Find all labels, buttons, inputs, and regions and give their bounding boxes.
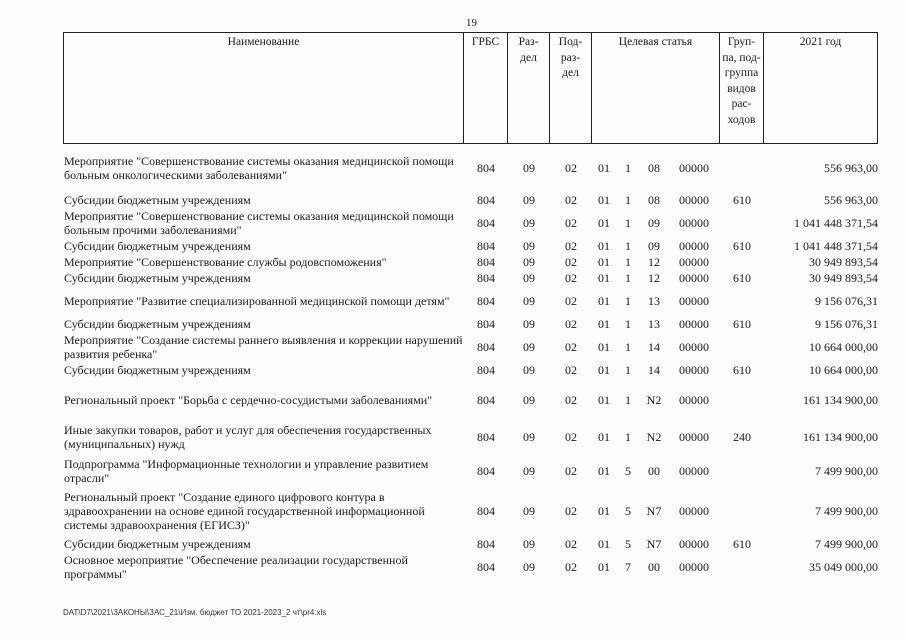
row-name: Подпрограмма "Информационные технологии и управление развитием отрасли" bbox=[64, 457, 429, 485]
row-target-program: 01 bbox=[598, 216, 610, 230]
row-target-direction: 00000 bbox=[679, 271, 709, 285]
row-amount: 30 949 893,54 bbox=[809, 271, 878, 285]
row-target-program: 01 bbox=[598, 430, 610, 444]
row-grbs: 804 bbox=[477, 560, 495, 574]
row-target-subprogram: 1 bbox=[625, 430, 631, 444]
file-path-footer: DAT\D7\2021\ЗАКОНЫ\ЗАС_21\Изм. бюджет ТО 2021-2023_2 чт\pr4.xls bbox=[63, 608, 327, 617]
table-row bbox=[63, 422, 877, 452]
row-razdel: 09 bbox=[523, 161, 535, 175]
row-name: Субсидии бюджетным учреждениям bbox=[64, 271, 251, 285]
row-amount: 7 499 900,00 bbox=[815, 464, 878, 478]
table-row bbox=[63, 192, 877, 208]
header-year: 2021 год bbox=[764, 33, 878, 144]
row-name: Субсидии бюджетным учреждениям bbox=[64, 363, 251, 377]
row-podrazdel: 02 bbox=[565, 193, 577, 207]
row-grbs: 804 bbox=[477, 504, 495, 518]
row-podrazdel: 02 bbox=[565, 317, 577, 331]
row-grbs: 804 bbox=[477, 294, 495, 308]
row-target-program: 01 bbox=[598, 317, 610, 331]
row-podrazdel: 02 bbox=[565, 393, 577, 407]
row-target-program: 01 bbox=[598, 271, 610, 285]
row-podrazdel: 02 bbox=[565, 239, 577, 253]
row-amount: 30 949 893,54 bbox=[809, 255, 878, 269]
row-target-subprogram: 1 bbox=[625, 161, 631, 175]
row-target-event: 13 bbox=[648, 317, 660, 331]
row-expense-group: 240 bbox=[733, 430, 751, 444]
row-razdel: 09 bbox=[523, 393, 535, 407]
row-podrazdel: 02 bbox=[565, 255, 577, 269]
row-grbs: 804 bbox=[477, 239, 495, 253]
row-target-program: 01 bbox=[598, 393, 610, 407]
table-row bbox=[63, 456, 877, 486]
row-name: Субсидии бюджетным учреждениям bbox=[64, 193, 251, 207]
row-podrazdel: 02 bbox=[565, 504, 577, 518]
row-target-program: 01 bbox=[598, 504, 610, 518]
row-expense-group: 610 bbox=[733, 363, 751, 377]
row-razdel: 09 bbox=[523, 255, 535, 269]
row-expense-group: 610 bbox=[733, 317, 751, 331]
row-target-direction: 00000 bbox=[679, 294, 709, 308]
row-grbs: 804 bbox=[477, 193, 495, 207]
row-target-event: N7 bbox=[646, 537, 662, 551]
table-row bbox=[63, 536, 877, 552]
row-target-subprogram: 5 bbox=[625, 537, 631, 551]
row-amount: 7 499 900,00 bbox=[815, 537, 878, 551]
row-target-direction: 00000 bbox=[679, 193, 709, 207]
table-row bbox=[63, 286, 877, 316]
row-target-event: 09 bbox=[648, 239, 660, 253]
row-target-direction: 00000 bbox=[679, 464, 709, 478]
row-grbs: 804 bbox=[477, 216, 495, 230]
row-expense-group: 610 bbox=[733, 271, 751, 285]
row-target-event: 12 bbox=[648, 255, 660, 269]
row-target-subprogram: 1 bbox=[625, 255, 631, 269]
row-target-subprogram: 1 bbox=[625, 216, 631, 230]
row-target-event: N2 bbox=[646, 430, 662, 444]
row-razdel: 09 bbox=[523, 430, 535, 444]
row-target-event: 14 bbox=[648, 340, 660, 354]
row-grbs: 804 bbox=[477, 393, 495, 407]
row-amount: 10 664 000,00 bbox=[809, 340, 878, 354]
row-target-subprogram: 1 bbox=[625, 271, 631, 285]
row-target-subprogram: 5 bbox=[625, 504, 631, 518]
row-podrazdel: 02 bbox=[565, 363, 577, 377]
row-target-program: 01 bbox=[598, 537, 610, 551]
row-target-program: 01 bbox=[598, 560, 610, 574]
header-name: Наименование bbox=[64, 33, 464, 144]
row-target-program: 01 bbox=[598, 340, 610, 354]
table-row bbox=[63, 254, 877, 270]
page-number: 19 bbox=[466, 17, 477, 29]
row-target-event: 12 bbox=[648, 271, 660, 285]
row-razdel: 09 bbox=[523, 363, 535, 377]
table-row bbox=[63, 332, 877, 362]
row-target-direction: 00000 bbox=[679, 216, 709, 230]
row-target-program: 01 bbox=[598, 363, 610, 377]
row-target-program: 01 bbox=[598, 294, 610, 308]
header-razdel: Раз- дел bbox=[508, 33, 550, 144]
row-target-event: 13 bbox=[648, 294, 660, 308]
row-name: Мероприятие "Развитие специализированной медицинской помощи детям" bbox=[64, 294, 450, 308]
row-target-event: 14 bbox=[648, 363, 660, 377]
row-target-program: 01 bbox=[598, 161, 610, 175]
row-razdel: 09 bbox=[523, 294, 535, 308]
row-name: Иные закупки товаров, работ и услуг для обеспечения государственных (муниципальных) нужд bbox=[64, 423, 432, 451]
row-target-direction: 00000 bbox=[679, 161, 709, 175]
table-row bbox=[63, 362, 877, 378]
row-grbs: 804 bbox=[477, 271, 495, 285]
row-target-direction: 00000 bbox=[679, 317, 709, 331]
row-razdel: 09 bbox=[523, 216, 535, 230]
row-name: Мероприятие "Совершенствование системы оказания медицинской помощи больным онкологическими заболеваниями" bbox=[64, 154, 454, 182]
table-row bbox=[63, 488, 877, 534]
row-target-event: 08 bbox=[648, 193, 660, 207]
table-row bbox=[63, 150, 877, 186]
row-expense-group: 610 bbox=[733, 239, 751, 253]
row-amount: 35 049 000,00 bbox=[809, 560, 878, 574]
row-razdel: 09 bbox=[523, 340, 535, 354]
row-name: Субсидии бюджетным учреждениям bbox=[64, 239, 251, 253]
row-target-subprogram: 1 bbox=[625, 294, 631, 308]
row-target-event: 09 bbox=[648, 216, 660, 230]
row-razdel: 09 bbox=[523, 537, 535, 551]
row-target-direction: 00000 bbox=[679, 340, 709, 354]
row-target-subprogram: 7 bbox=[625, 560, 631, 574]
row-target-direction: 00000 bbox=[679, 239, 709, 253]
row-target-subprogram: 1 bbox=[625, 193, 631, 207]
row-razdel: 09 bbox=[523, 504, 535, 518]
row-amount: 556 963,00 bbox=[824, 161, 878, 175]
row-razdel: 09 bbox=[523, 271, 535, 285]
row-target-direction: 00000 bbox=[679, 560, 709, 574]
row-amount: 10 664 000,00 bbox=[809, 363, 878, 377]
row-name: Региональный проект "Создание единого цифрового контура в здравоохранении на основе единой государственной информационной системы здравоохранения (ЕГИСЗ)" bbox=[64, 490, 425, 532]
header-target: Целевая статья bbox=[592, 33, 720, 144]
row-name: Мероприятие "Создание системы раннего выявления и коррекции нарушений развития ребенка" bbox=[64, 333, 463, 361]
row-amount: 9 156 076,31 bbox=[815, 317, 878, 331]
row-expense-group: 610 bbox=[733, 537, 751, 551]
row-target-program: 01 bbox=[598, 239, 610, 253]
row-name: Субсидии бюджетным учреждениям bbox=[64, 537, 251, 551]
row-target-event: N2 bbox=[646, 393, 662, 407]
row-target-direction: 00000 bbox=[679, 255, 709, 269]
table-header bbox=[63, 32, 878, 144]
row-target-subprogram: 1 bbox=[625, 340, 631, 354]
row-name: Основное мероприятие "Обеспечение реализации государственной программы" bbox=[64, 553, 408, 581]
row-target-event: 00 bbox=[648, 560, 660, 574]
row-podrazdel: 02 bbox=[565, 560, 577, 574]
row-target-program: 01 bbox=[598, 464, 610, 478]
row-amount: 7 499 900,00 bbox=[815, 504, 878, 518]
row-podrazdel: 02 bbox=[565, 161, 577, 175]
row-podrazdel: 02 bbox=[565, 294, 577, 308]
row-razdel: 09 bbox=[523, 560, 535, 574]
row-target-event: 00 bbox=[648, 464, 660, 478]
table-row bbox=[63, 552, 877, 582]
row-target-event: 08 bbox=[648, 161, 660, 175]
row-grbs: 804 bbox=[477, 340, 495, 354]
row-podrazdel: 02 bbox=[565, 271, 577, 285]
header-group: Груп- па, под- группа видов рас- ходов bbox=[720, 33, 764, 144]
table-row bbox=[63, 270, 877, 286]
table-row bbox=[63, 208, 877, 238]
row-target-event: N7 bbox=[646, 504, 662, 518]
table-row bbox=[63, 238, 877, 254]
row-grbs: 804 bbox=[477, 430, 495, 444]
row-podrazdel: 02 bbox=[565, 537, 577, 551]
row-target-program: 01 bbox=[598, 193, 610, 207]
row-grbs: 804 bbox=[477, 317, 495, 331]
row-podrazdel: 02 bbox=[565, 464, 577, 478]
header-grbs: ГРБС bbox=[464, 33, 508, 144]
row-name: Мероприятие "Совершенствование системы оказания медицинской помощи больным прочими заболеваниями" bbox=[64, 209, 454, 237]
row-razdel: 09 bbox=[523, 239, 535, 253]
table-row bbox=[63, 316, 877, 332]
row-amount: 1 041 448 371,54 bbox=[794, 239, 878, 253]
table-row bbox=[63, 392, 877, 408]
row-grbs: 804 bbox=[477, 363, 495, 377]
row-target-direction: 00000 bbox=[679, 393, 709, 407]
row-grbs: 804 bbox=[477, 255, 495, 269]
row-target-program: 01 bbox=[598, 255, 610, 269]
row-grbs: 804 bbox=[477, 464, 495, 478]
header-podrazdel: Под- раз- дел bbox=[550, 33, 592, 144]
row-target-subprogram: 1 bbox=[625, 239, 631, 253]
row-podrazdel: 02 bbox=[565, 430, 577, 444]
table-body bbox=[63, 150, 877, 582]
row-grbs: 804 bbox=[477, 537, 495, 551]
row-amount: 9 156 076,31 bbox=[815, 294, 878, 308]
row-target-direction: 00000 bbox=[679, 537, 709, 551]
row-amount: 556 963,00 bbox=[824, 193, 878, 207]
row-amount: 161 134 900,00 bbox=[803, 430, 878, 444]
row-target-subprogram: 1 bbox=[625, 363, 631, 377]
row-podrazdel: 02 bbox=[565, 340, 577, 354]
row-name: Субсидии бюджетным учреждениям bbox=[64, 317, 251, 331]
row-amount: 1 041 448 371,54 bbox=[794, 216, 878, 230]
row-razdel: 09 bbox=[523, 464, 535, 478]
row-name: Региональный проект "Борьба с сердечно-сосудистыми заболеваниями" bbox=[64, 393, 433, 407]
row-target-subprogram: 5 bbox=[625, 464, 631, 478]
row-podrazdel: 02 bbox=[565, 216, 577, 230]
row-target-subprogram: 1 bbox=[625, 317, 631, 331]
row-grbs: 804 bbox=[477, 161, 495, 175]
row-target-direction: 00000 bbox=[679, 504, 709, 518]
row-target-direction: 00000 bbox=[679, 430, 709, 444]
row-target-subprogram: 1 bbox=[625, 393, 631, 407]
row-razdel: 09 bbox=[523, 317, 535, 331]
row-amount: 161 134 900,00 bbox=[803, 393, 878, 407]
row-razdel: 09 bbox=[523, 193, 535, 207]
row-target-direction: 00000 bbox=[679, 363, 709, 377]
row-expense-group: 610 bbox=[733, 193, 751, 207]
row-name: Мероприятие "Совершенствование службы родовспоможения" bbox=[64, 255, 387, 269]
